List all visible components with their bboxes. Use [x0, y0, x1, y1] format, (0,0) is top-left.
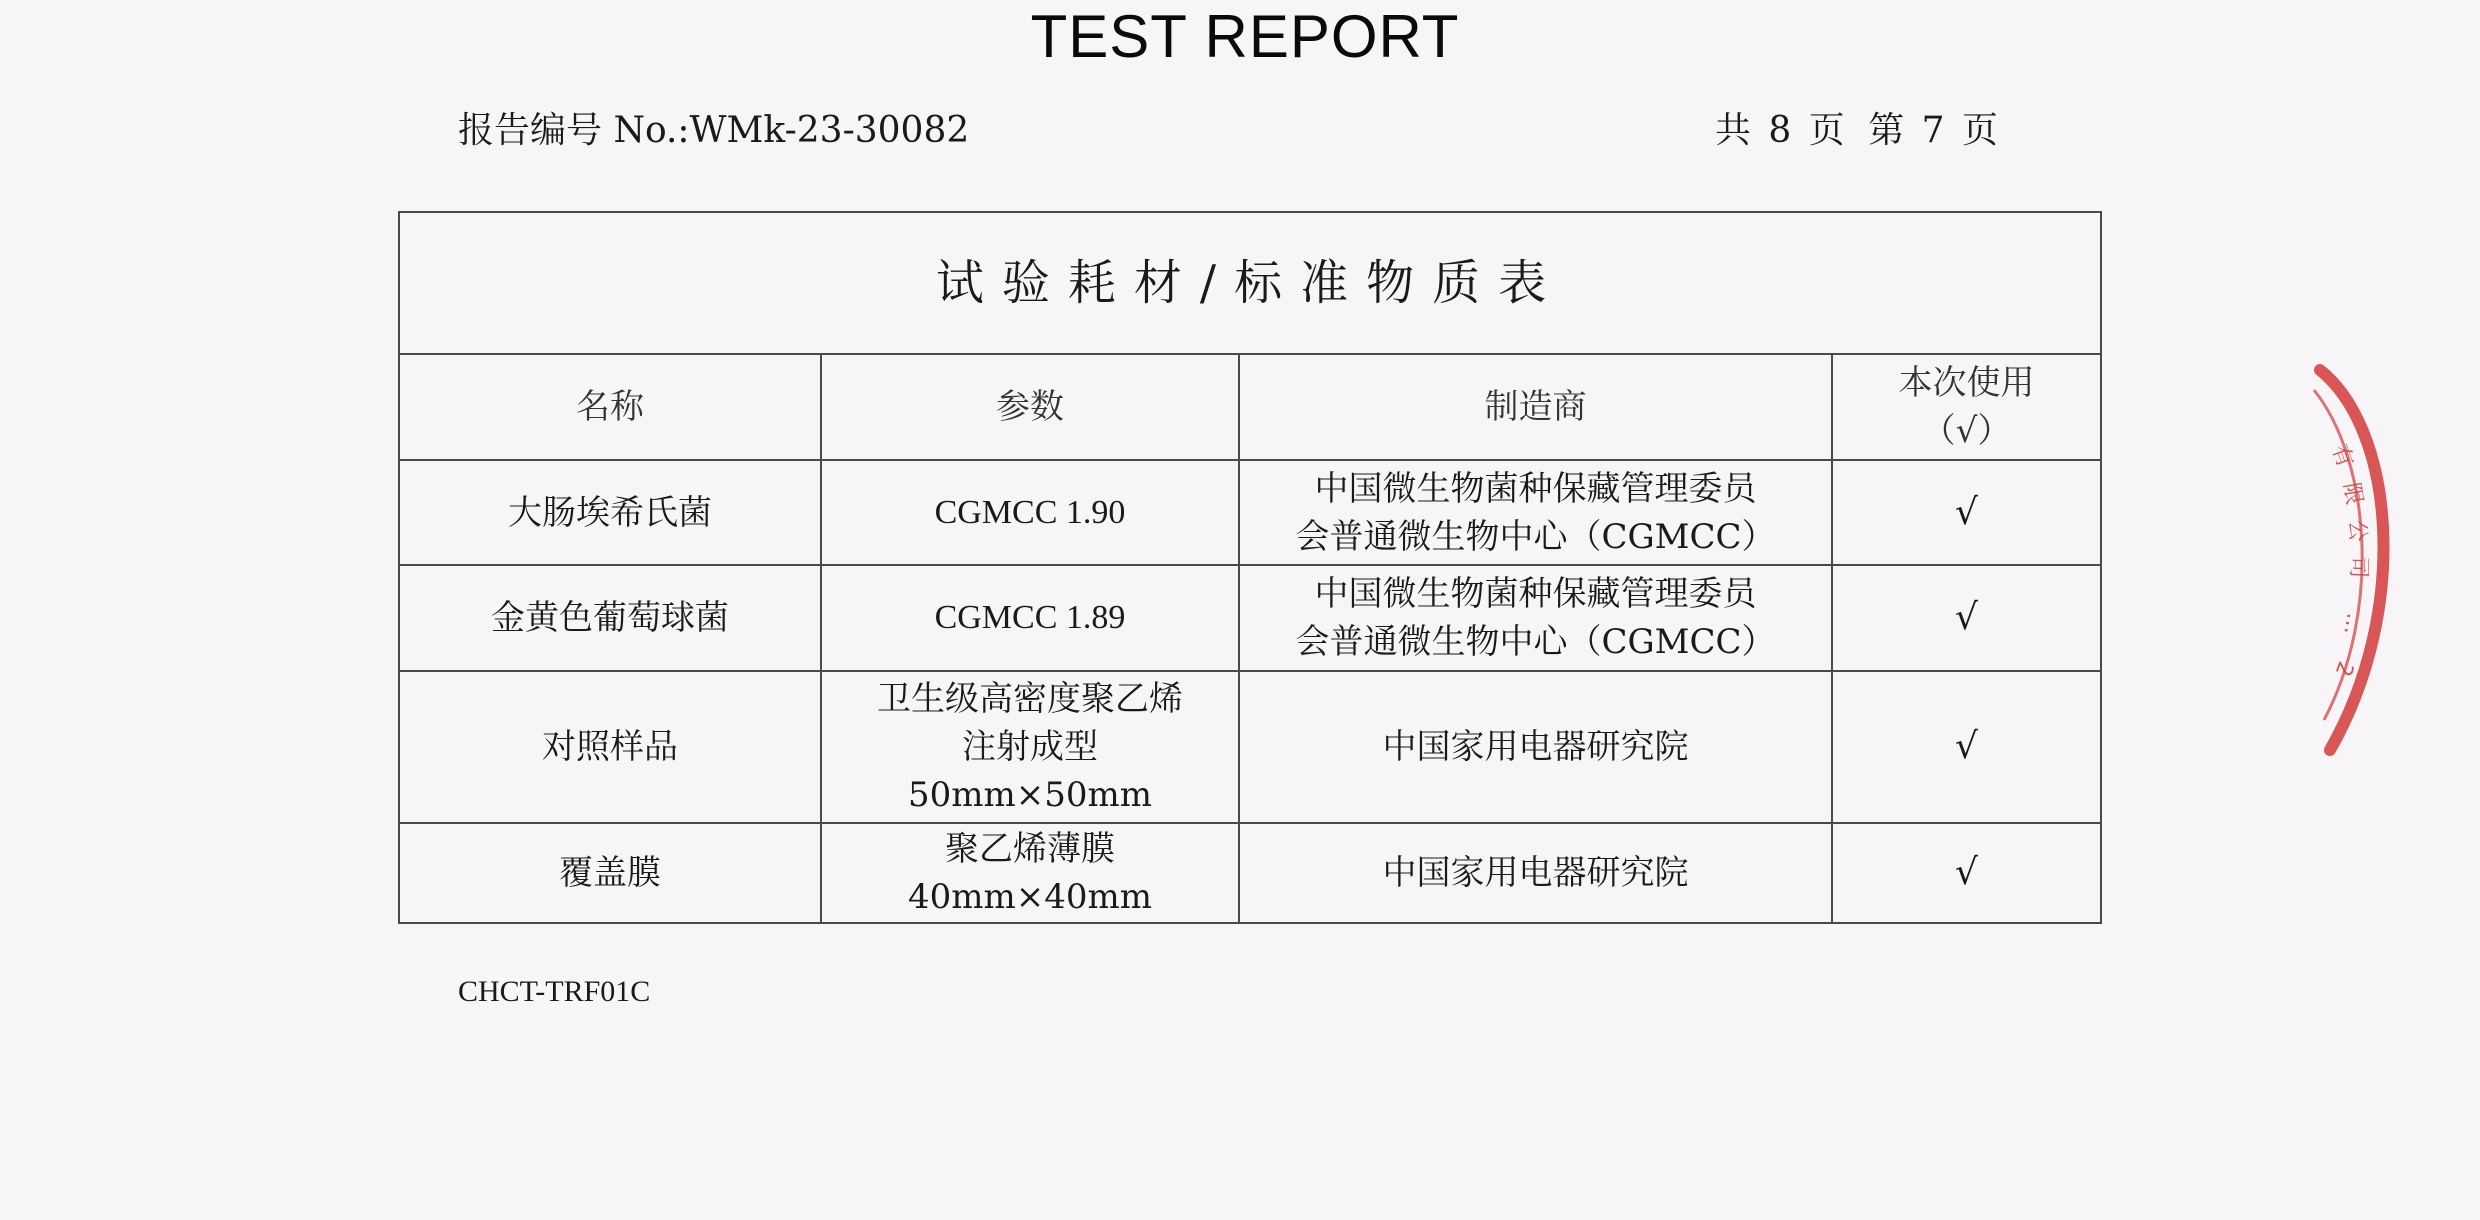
cell-used-check: √ — [1832, 565, 2101, 671]
table-row — [399, 823, 2101, 923]
cell-maker: 中国家用电器研究院 — [1239, 671, 1832, 823]
column-header-used: 本次使用 （√） — [1832, 354, 2101, 460]
company-seal-stamp — [2300, 360, 2410, 760]
column-header-maker: 制造商 — [1239, 354, 1832, 460]
consumables-table — [398, 211, 2102, 924]
cell-param: CGMCC 1.89 — [821, 565, 1239, 671]
svg-text:有: 有 — [2326, 441, 2358, 471]
table-row — [399, 671, 2101, 823]
cell-name: 对照样品 — [399, 671, 821, 823]
column-header-name: 名称 — [399, 354, 821, 460]
table-header-row — [399, 354, 2101, 460]
column-header-param: 参数 — [821, 354, 1239, 460]
cell-name: 金黄色葡萄球菌 — [399, 565, 821, 671]
cell-name: 覆盖膜 — [399, 823, 821, 923]
cell-used-check: √ — [1832, 671, 2101, 823]
cell-maker: 中国微生物菌种保藏管理委员 会普通微生物中心（CGMCC） — [1239, 565, 1832, 671]
page-info — [1709, 102, 1998, 153]
table-caption-row — [399, 212, 2101, 354]
report-title: TEST REPORT — [1030, 3, 1460, 70]
svg-text:…: … — [2338, 610, 2367, 637]
cell-param: CGMCC 1.90 — [821, 460, 1239, 565]
svg-text:2: 2 — [2329, 657, 2358, 680]
cell-param: 聚乙烯薄膜 40mm×40mm — [821, 823, 1239, 923]
form-code: CHCT-TRF01C — [458, 975, 651, 1008]
table-row — [399, 565, 2101, 671]
table-caption: 试验耗材/标准物质表 — [399, 212, 2101, 354]
svg-text:限: 限 — [2338, 480, 2367, 507]
cell-maker: 中国微生物菌种保藏管理委员 会普通微生物中心（CGMCC） — [1239, 460, 1832, 565]
table-row — [399, 460, 2101, 565]
svg-text:司: 司 — [2345, 555, 2371, 579]
cell-param: 卫生级高密度聚乙烯 注射成型 50mm×50mm — [821, 671, 1239, 823]
cell-maker: 中国家用电器研究院 — [1239, 823, 1832, 923]
page-total: 共 8 页 — [1714, 110, 1845, 151]
page-current: 第 7 页 — [1868, 110, 1998, 151]
cell-name: 大肠埃希氏菌 — [399, 460, 821, 565]
report-number: 报告编号 No.:WMk-23-30082 — [458, 110, 970, 151]
cell-used-check: √ — [1832, 823, 2101, 923]
svg-text:公: 公 — [2344, 519, 2370, 543]
cell-used-check: √ — [1832, 460, 2101, 565]
seal-lettering — [2326, 442, 2371, 680]
